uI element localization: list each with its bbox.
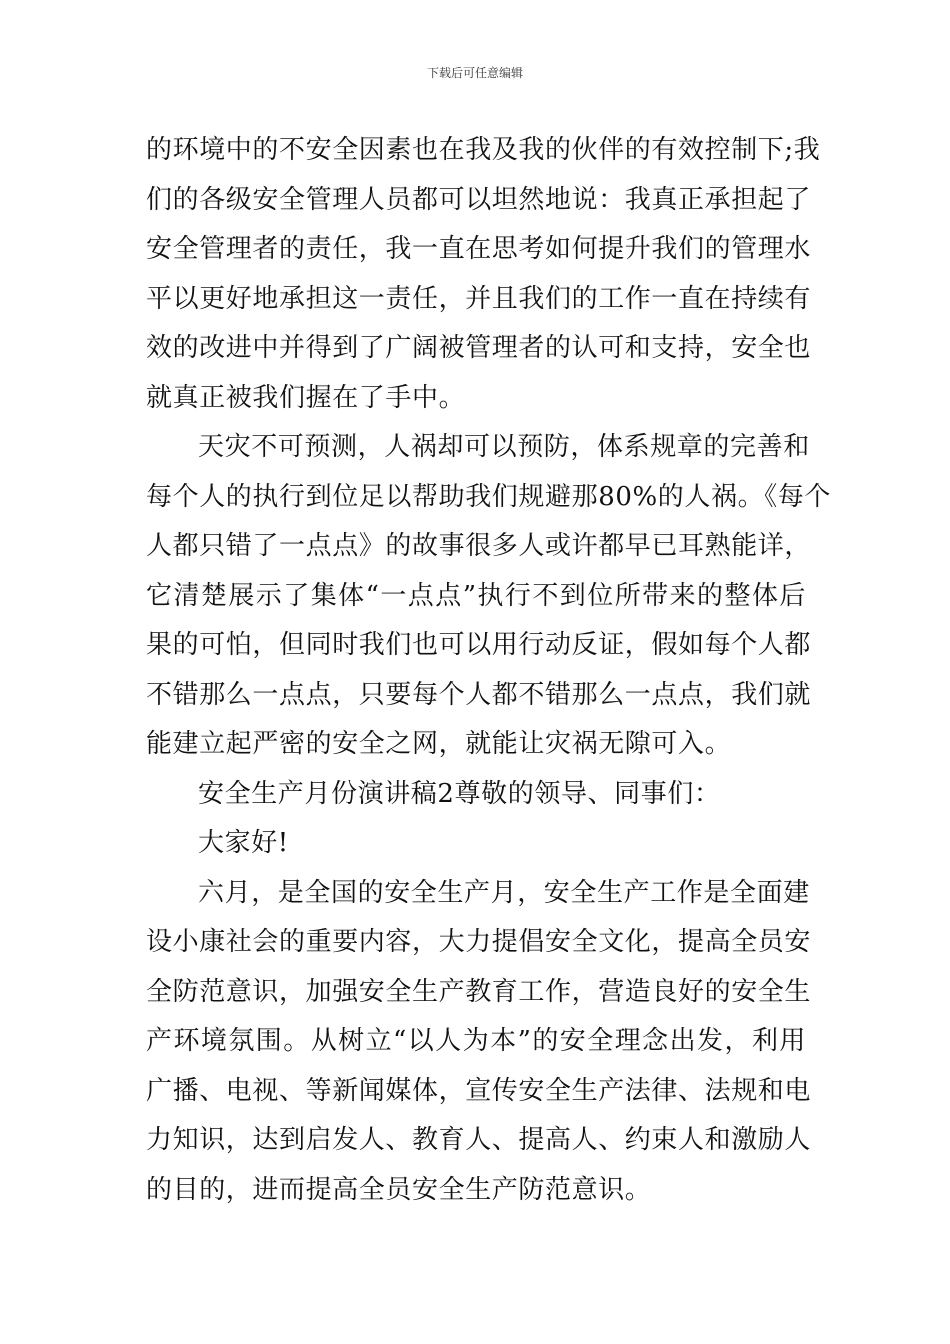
text-line: 它清楚展示了集体“一点点”执行不到位所带来的整体后	[146, 580, 806, 611]
greeting-line: 大家好!	[198, 828, 289, 858]
text-line: 们的各级安全管理人员都可以坦然地说：我真正承担起了	[146, 184, 812, 215]
text-line: 人都只错了一点点》的故事很多人或许都早已耳熟能详，	[146, 531, 812, 561]
text-line: 产环境氛围。从树立“以人为本”的安全理念出发，利用	[146, 1026, 806, 1056]
text-line: 的目的，进而提高全员安全生产防范意识。	[146, 1174, 652, 1205]
text-line: 每个人的执行到位足以帮助我们规避那80%的人祸。《每个	[146, 481, 831, 512]
page-header: 下载后可任意编辑	[426, 66, 523, 80]
text-line: 就真正被我们握在了手中。	[146, 382, 466, 413]
text-line: 全防范意识，加强安全生产教育工作，营造良好的安全生	[146, 976, 812, 1007]
text-line: 果的可怕，但同时我们也可以用行动反证，假如每个人都	[146, 630, 812, 660]
text-line: 不错那么一点点，只要每个人都不错那么一点点，我们就	[146, 679, 812, 710]
text-line: 力知识，达到启发人、教育人、提高人、约束人和激励人	[146, 1125, 812, 1155]
text-line: 的环境中的不安全因素也在我及我的伙伴的有效控制下;我	[146, 135, 821, 165]
text-line: 效的改进中并得到了广阔被管理者的认可和支持，安全也	[146, 333, 812, 363]
text-line: 设小康社会的重要内容，大力提倡安全文化，提高全员安	[146, 927, 812, 957]
paragraph-first-line: 六月，是全国的安全生产月，安全生产工作是全面建	[198, 877, 810, 908]
text-line: 广播、电视、等新闻媒体，宣传安全生产法律、法规和电	[146, 1075, 812, 1106]
text-line: 平以更好地承担这一责任，并且我们的工作一直在持续有	[146, 283, 812, 314]
text-line: 能建立起严密的安全之网，就能让灾祸无隙可入。	[146, 729, 732, 759]
text-line: 安全管理者的责任，我一直在思考如何提升我们的管理水	[146, 234, 812, 264]
paragraph-first-line: 天灾不可预测，人祸却可以预防，体系规章的完善和	[198, 432, 810, 462]
speech-title-line: 安全生产月份演讲稿2尊敬的领导、同事们：	[198, 778, 721, 809]
document-body	[146, 126, 831, 1215]
